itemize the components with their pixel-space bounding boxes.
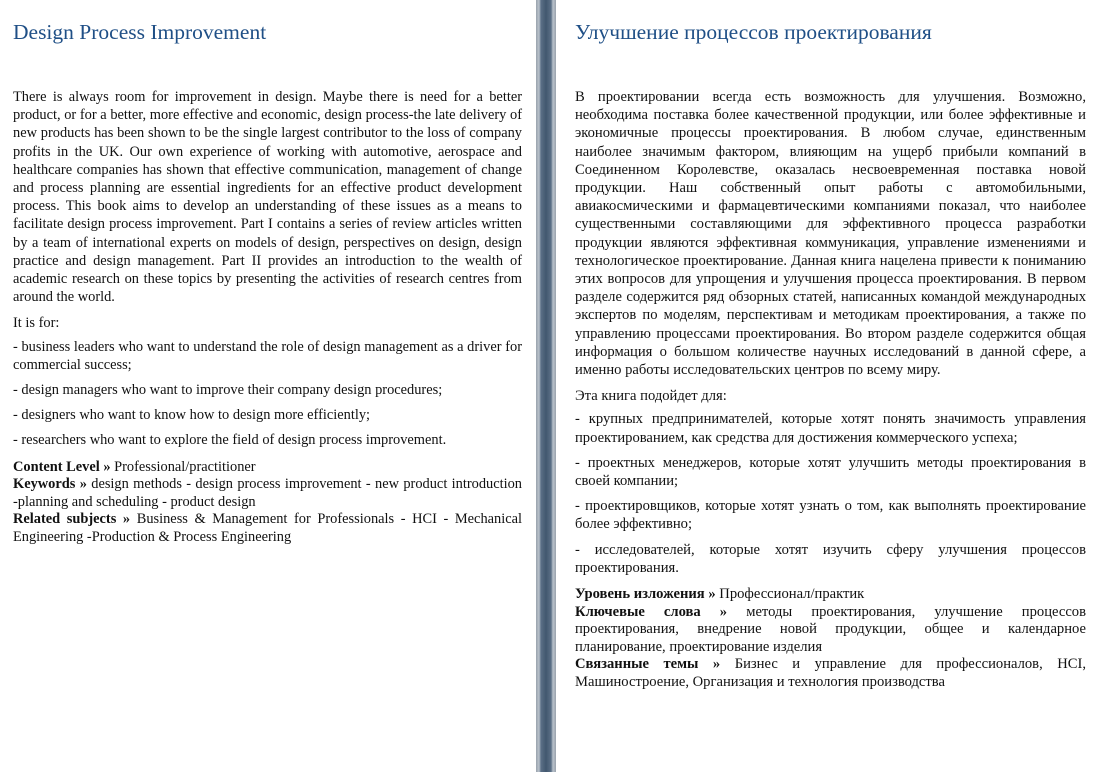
keywords-row xyxy=(13,476,522,511)
book-metadata xyxy=(13,459,522,547)
keywords-value: design methods - design process improvement - new product introduction -planning and scheduling - product design xyxy=(13,476,523,510)
keywords-label: Keywords » xyxy=(13,476,87,493)
list-item: - designers who want to know how to design more efficiently; xyxy=(13,407,371,424)
list-item: - исследователей, которые хотят изучить сферу улучшения процессов проектирования. xyxy=(575,541,1086,576)
intro-paragraph: There is always room for improvement in design. Maybe there is need for a better product, or for a better, more effective and economic, design process-the late delivery of new products has been shown to be the single largest contributor to the loss of company profits in the UK. Our own experience of working with automotive, aerospace and healthcare companies has shown that effective communication, management of change and process planning are essential ingredients for an effective product development process. This book aims to develop an understanding of these issues as a means to facilitate design process improvement. Part I contains a series of review articles written by a team of international experts on models of design, perspectives on design, design practice and design management. Part II provides an introduction to the wealth of academic research on these topics by presenting the activities of research centres from around the world. xyxy=(13,89,522,306)
page-title: Улучшение процессов проектирования xyxy=(575,20,932,44)
keywords-value: методы проектирования, улучшение процессов проектирования, внедрение новой продукции, общее и календарное планирование, проектирование изделия xyxy=(575,603,1086,655)
content-level-row xyxy=(575,586,1086,604)
page-title: Design Process Improvement xyxy=(13,20,267,44)
list-item: - проектировщиков, которые хотят узнать о том, как выполнять проектирование более эффективно; xyxy=(575,498,1086,533)
keywords-row xyxy=(575,604,1086,657)
page-divider xyxy=(536,0,556,772)
keywords-label: Ключевые слова » xyxy=(575,603,728,620)
related-subjects-value: Business & Management for Professionals - HCI - Mechanical Engineering -Production & Process Engineering xyxy=(13,511,522,545)
related-subjects-row xyxy=(575,656,1086,691)
content-level-label: Content Level » xyxy=(13,458,111,475)
list-item: - проектных менеджеров, которые хотят улучшить методы проектирования в своей компании; xyxy=(575,454,1086,490)
list-item: - business leaders who want to understand the role of design management as a driver for commercial success; xyxy=(13,338,522,373)
related-subjects-label: Связанные темы » xyxy=(575,656,721,673)
list-item: - design managers who want to improve their company design procedures; xyxy=(13,382,443,399)
right-page-russian xyxy=(556,0,1100,772)
related-subjects-value: Бизнес и управление для профессионалов, HCI, Машиностроение, Организация и технология производства xyxy=(575,656,1086,690)
content-level-value: Профессионал/практик xyxy=(715,586,865,603)
audience-heading: It is for: xyxy=(13,315,60,332)
related-subjects-label: Related subjects » xyxy=(13,511,131,528)
book-metadata xyxy=(575,586,1086,691)
content-level-value: Professional/practitioner xyxy=(110,458,256,475)
content-level-row xyxy=(13,459,522,477)
intro-paragraph: В проектировании всегда есть возможность для улучшения. Возможно, необходима поставка более качественной продукции, или более эффективные и экономичные процессы проектирования. В любом случае, единственным наиболее значимым фактором, влияющим на ущерб прибыли компаний в Соединенном Королевстве, оказалась несвоевременная поставка новой продукции. Наш собственный опыт работы с автомобильными, авиакосмическими и фармацевтическими компаниями показал, что наиболее существенными составляющими для эффективного процесса разработки продукции являются эффективная коммуникация, управление изменениями и технологическое проектирование. Данная книга нацелена привести к пониманию этих вопросов для упрощения и улучшения процесса проектирования. В первом разделе содержится ряд обзорных статей, написанных командой международных экспертов по моделям, перспективам и методикам проектирования, а также по управлению процессами проектирования. Во втором разделе содержится общая информация о большом количестве научных исследований в данной сфере, а именно работы исследовательских центров по всему миру. xyxy=(575,89,1086,379)
content-level-label: Уровень изложения » xyxy=(575,586,716,603)
list-item: - researchers who want to explore the field of design process improvement. xyxy=(13,432,447,449)
left-page-english xyxy=(0,0,536,772)
audience-heading: Эта книга подойдет для: xyxy=(575,388,727,405)
list-item: - крупных предпринимателей, которые хотят понять значимость управления проектированием, как средства для достижения коммерческого успеха; xyxy=(575,411,1086,446)
related-subjects-row xyxy=(13,511,522,546)
